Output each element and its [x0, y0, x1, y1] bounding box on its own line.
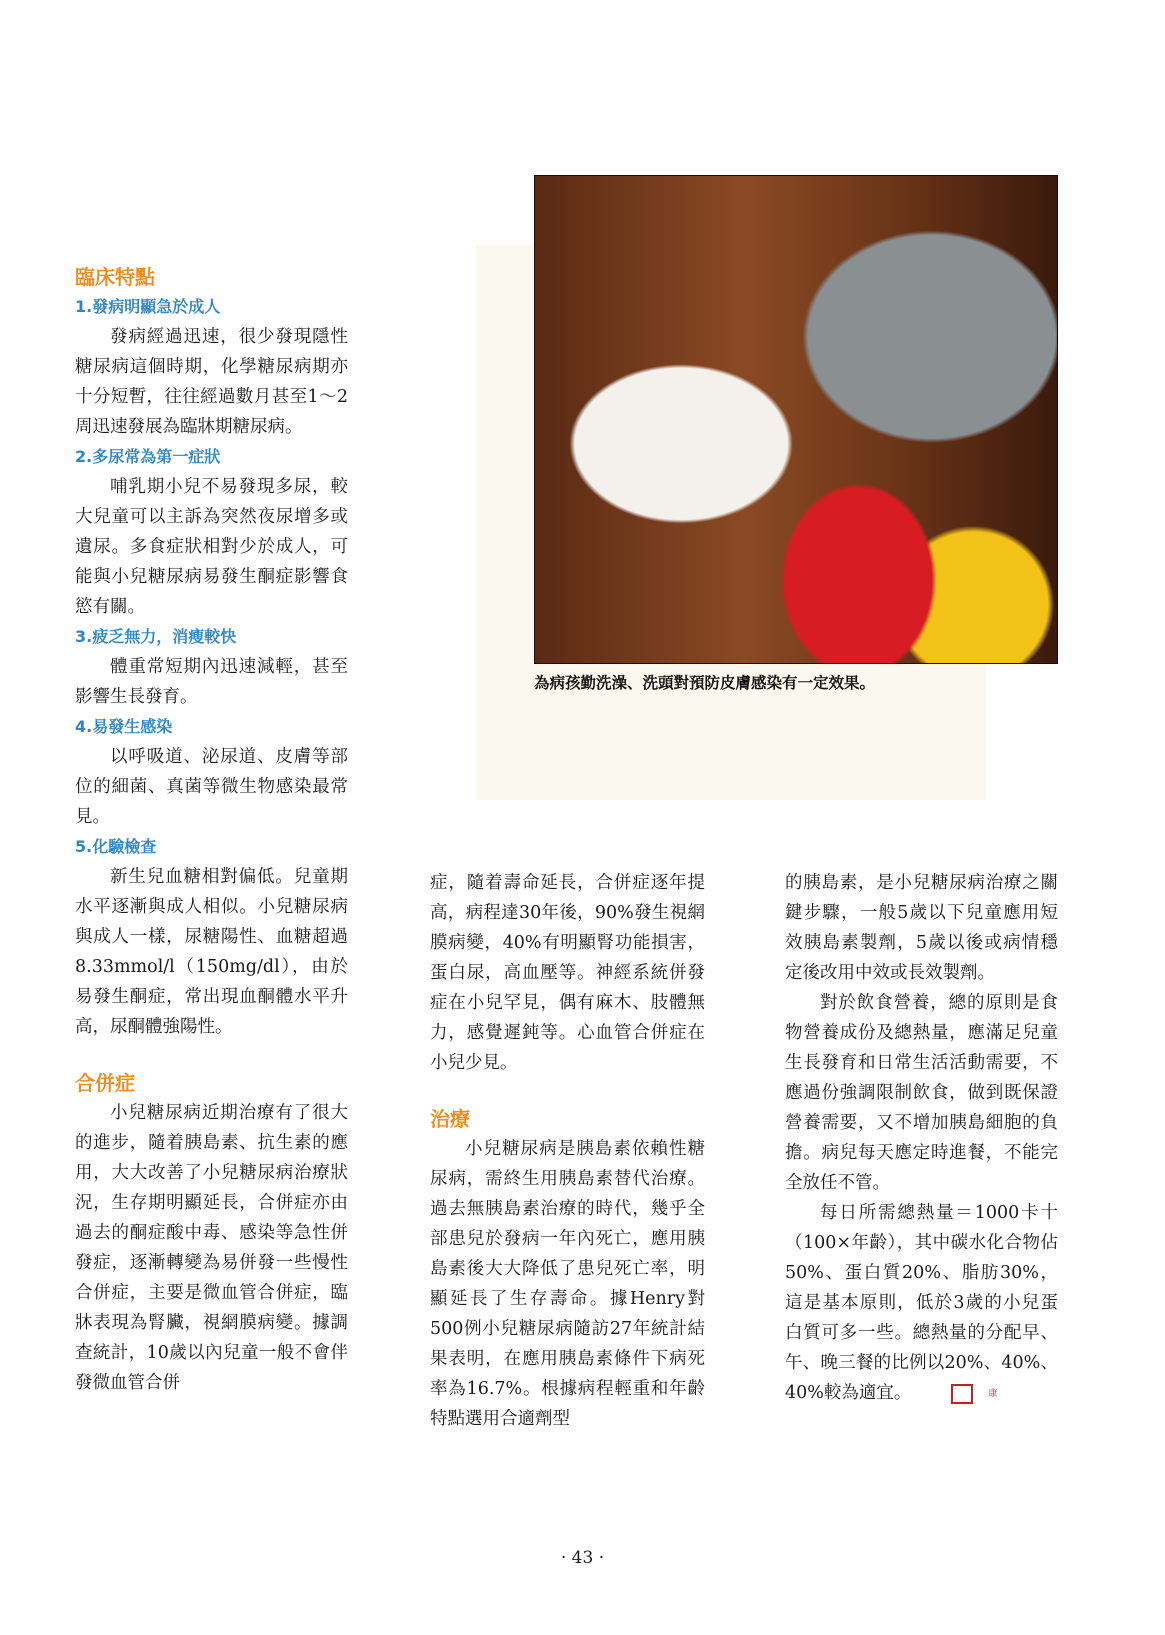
column-left [75, 262, 348, 1398]
section-heading-clinical: 臨床特點 [75, 265, 155, 289]
author-seal-icon: 康 [951, 1384, 973, 1404]
subheading-3: 3.疲乏無力，消瘦較快 [75, 627, 237, 646]
family-washing-child-photo [534, 175, 1058, 664]
paragraph-1: 發病經過迅速，很少發現隱性糖尿病這個時期，化學糖尿病期亦十分短暫，往往經過數月甚至1～2周迅速發展為臨牀期糖尿病。 [75, 327, 348, 437]
paragraph-2: 哺乳期小兒不易發現多尿，較大兒童可以主訴為突然夜尿增多或遺尿。多食症狀相對少於成人，可能與小兒糖尿病易發生酮症影響食慾有關。 [75, 477, 348, 617]
paragraph-3: 體重常短期內迅速減輕，甚至影響生長發育。 [75, 657, 348, 707]
section-heading-treatment: 治療 [430, 1107, 470, 1131]
paragraph-complications: 小兒糖尿病近期治療有了很大的進步，隨着胰島素、抗生素的應用，大大改善了小兒糖尿病治療狀況，生存期明顯延長，合併症亦由過去的酮症酸中毒、感染等急性併發症，逐漸轉變為易併發一些慢性合併症，主要是微血管合併症，臨牀表現為腎臟，視網膜病變。據調查統計，10歲以內兒童一般不會伴發微血管合併 [75, 1103, 348, 1393]
subheading-2: 2.多尿常為第一症狀 [75, 447, 221, 466]
subheading-1: 1.發病明顯急於成人 [75, 297, 221, 316]
photo-caption: 為病孩勤洗澡、洗頭對預防皮膚感染有一定效果。 [534, 674, 876, 692]
paragraph-5: 新生兒血糖相對偏低。兒童期水平逐漸與成人相似。小兒糖尿病與成人一樣，尿糖陽性、血糖超過8.33mmol/l（150mg/dl），由於易發生酮症，常出現血酮體水平升高，尿酮體強陽性。 [75, 867, 348, 1037]
column-middle [430, 868, 705, 1434]
paragraph-energy [785, 1198, 1058, 1408]
subheading-4: 4.易發生感染 [75, 717, 173, 736]
column-right [785, 868, 1058, 1408]
paragraph-4: 以呼吸道、泌尿道、皮膚等部位的細菌、真菌等微生物感染最常見。 [75, 747, 348, 827]
energy-text: 每日所需總熱量＝1000卡十（100×年齡），其中碳水化合物佔50%、蛋白質20%、脂肪30%，這是基本原則，低於3歲的小兒蛋白質可多一些。總熱量的分配早、午、晚三餐的比例以20%、40%、40%較為適宜。 [785, 1203, 1058, 1403]
paragraph-diet: 對於飲食營養，總的原則是食物營養成份及總熱量，應滿足兒童生長發育和日常生活活動需要，不應過份強調限制飲食，做到既保證營養需要，又不增加胰島細胞的負擔。病兒每天應定時進餐，不能完全放任不管。 [785, 993, 1058, 1193]
paragraph-treatment-continued: 的胰島素，是小兒糖尿病治療之關鍵步驟，一般5歲以下兒童應用短效胰島素製劑，5歲以後或病情穩定後改用中效或長效製劑。 [785, 873, 1058, 983]
paragraph-complications-continued: 症，隨着壽命延長，合併症逐年提高，病程達30年後，90%發生視網膜病變，40%有明顯腎功能損害，蛋白尿，高血壓等。神經系統併發症在小兒罕見，偶有麻木、肢體無力，感覺遲鈍等。心血管合併症在小兒少見。 [430, 873, 705, 1073]
page-number: · 43 · [560, 1548, 605, 1568]
subheading-5: 5.化驗檢查 [75, 837, 157, 856]
paragraph-treatment: 小兒糖尿病是胰島素依賴性糖尿病，需終生用胰島素替代治療。過去無胰島素治療的時代，幾乎全部患兒於發病一年內死亡，應用胰島素後大大降低了患兒死亡率，明顯延長了生存壽命。據Henry對500例小兒糖尿病隨訪27年統計結果表明，在應用胰島素條件下病死率為16.7%。根據病程輕重和年齡特點選用合適劑型 [430, 1139, 705, 1429]
section-heading-complications: 合併症 [75, 1071, 135, 1095]
